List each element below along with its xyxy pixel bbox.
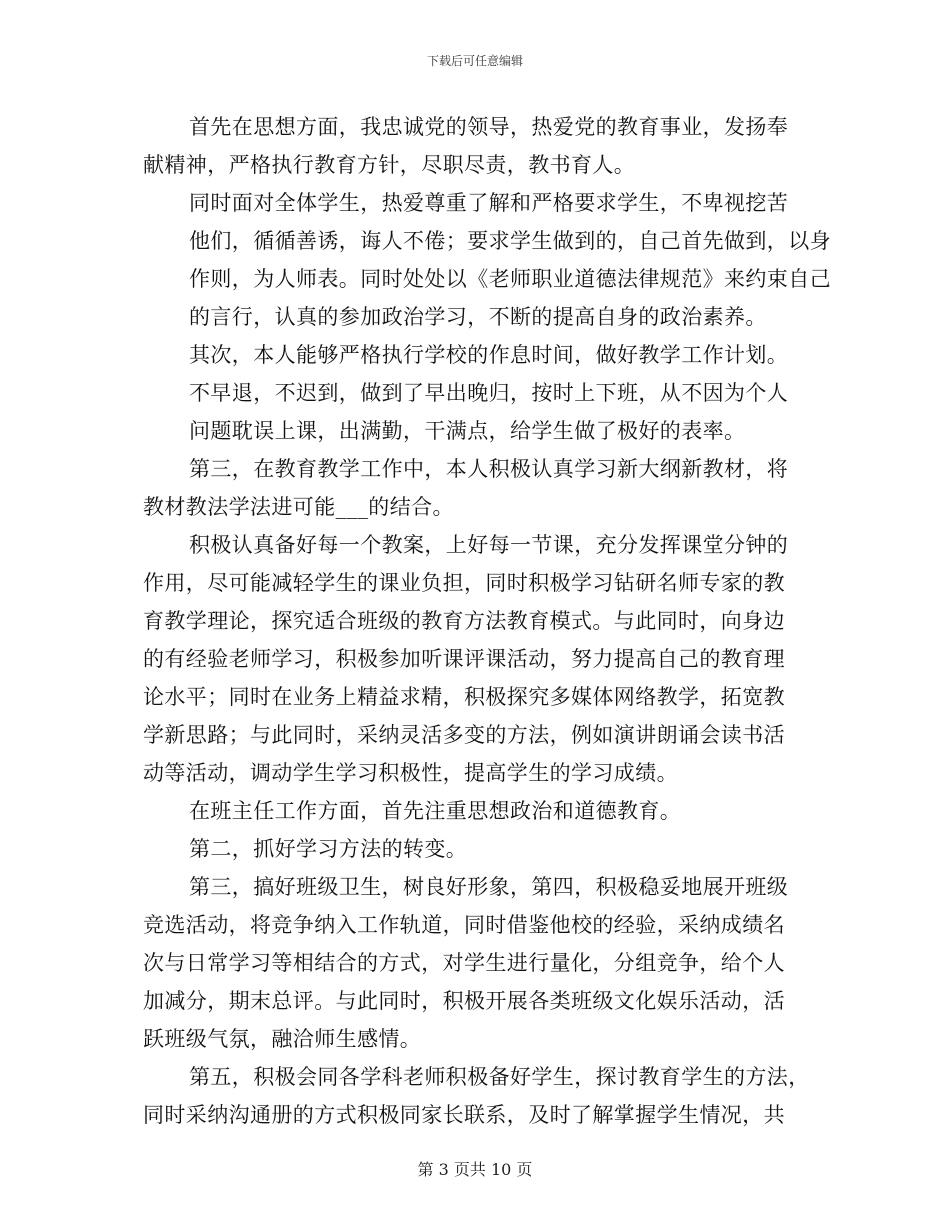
paragraph-line: 教材教法学法进可能___的结合。 [143, 495, 454, 519]
paragraph-line: 第三，搞好班级卫生，树良好形象，第四，积极稳妥地展开班级 [189, 875, 789, 899]
paragraph-line: 竞选活动，将竞争纳入工作轨道，同时借鉴他校的经验，采纳成绩名 [143, 913, 785, 937]
paragraph-line: 同时面对全体学生，热爱尊重了解和严格要求学生，不卑视挖苦 [189, 191, 789, 215]
paragraph-line: 他们，循循善诱，诲人不倦；要求学生做到的，自己首先做到，以身 [189, 229, 831, 253]
paragraph-line: 学新思路；与此同时，采纳灵活多变的方法，例如演讲朗诵会读书活 [143, 723, 785, 747]
paragraph-line: 第三，在教育教学工作中，本人积极认真学习新大纲新教材，将 [189, 457, 789, 481]
paragraph-line: 第二，抓好学习方法的转变。 [189, 837, 468, 861]
paragraph-line: 作则，为人师表。同时处处以《老师职业道德法律规范》来约束自己 [189, 267, 831, 291]
paragraph-line: 动等活动，调动学生学习积极性，提高学生的学习成绩。 [143, 761, 678, 785]
paragraph-line: 加减分，期末总评。与此同时，积极开展各类班级文化娱乐活动，活 [143, 989, 785, 1013]
paragraph-line: 作用，尽可能减轻学生的课业负担，同时积极学习钻研名师专家的教 [143, 571, 785, 595]
paragraph-line: 不早退，不迟到，做到了早出晚归，按时上下班，从不因为个人 [189, 381, 789, 405]
paragraph-line: 其次，本人能够严格执行学校的作息时间，做好教学工作计划。 [189, 343, 789, 367]
paragraph-line: 首先在思想方面，我忠诚党的领导，热爱党的教育事业，发扬奉 [189, 115, 789, 139]
paragraph-line: 献精神，严格执行教育方针，尽职尽责，教书育人。 [143, 153, 636, 177]
paragraph-line: 第五，积极会同各学科老师积极备好学生，探讨教育学生的方法， [189, 1065, 810, 1089]
paragraph-line: 问题耽误上课，出满勤，干满点，给学生做了极好的表率。 [189, 419, 746, 443]
page-header: 下载后可任意编辑 [426, 54, 523, 68]
paragraph-line: 育教学理论，探究适合班级的教育方法教育模式。与此同时，向身边 [143, 609, 785, 633]
paragraph-line: 的有经验老师学习，积极参加听课评课活动，努力提高自己的教育理 [143, 647, 785, 671]
paragraph-line: 同时采纳沟通册的方式积极同家长联系，及时了解掌握学生情况，共 [143, 1103, 785, 1127]
paragraph-line: 次与日常学习等相结合的方式，对学生进行量化，分组竞争，给个人 [143, 951, 785, 975]
paragraph-line: 论水平；同时在业务上精益求精，积极探究多媒体网络教学，拓宽教 [143, 685, 785, 709]
paragraph-line: 在班主任工作方面，首先注重思想政治和道德教育。 [189, 799, 682, 823]
paragraph-line: 的言行，认真的参加政治学习，不断的提高自身的政治素养。 [189, 305, 767, 329]
document-body [143, 108, 831, 1134]
page-number: 第 3 页共 10 页 [417, 1160, 533, 1179]
paragraph-line: 跃班级气氛，融洽师生感情。 [143, 1027, 422, 1051]
paragraph-line: 积极认真备好每一个教案，上好每一节课，充分发挥课堂分钟的 [189, 533, 789, 557]
